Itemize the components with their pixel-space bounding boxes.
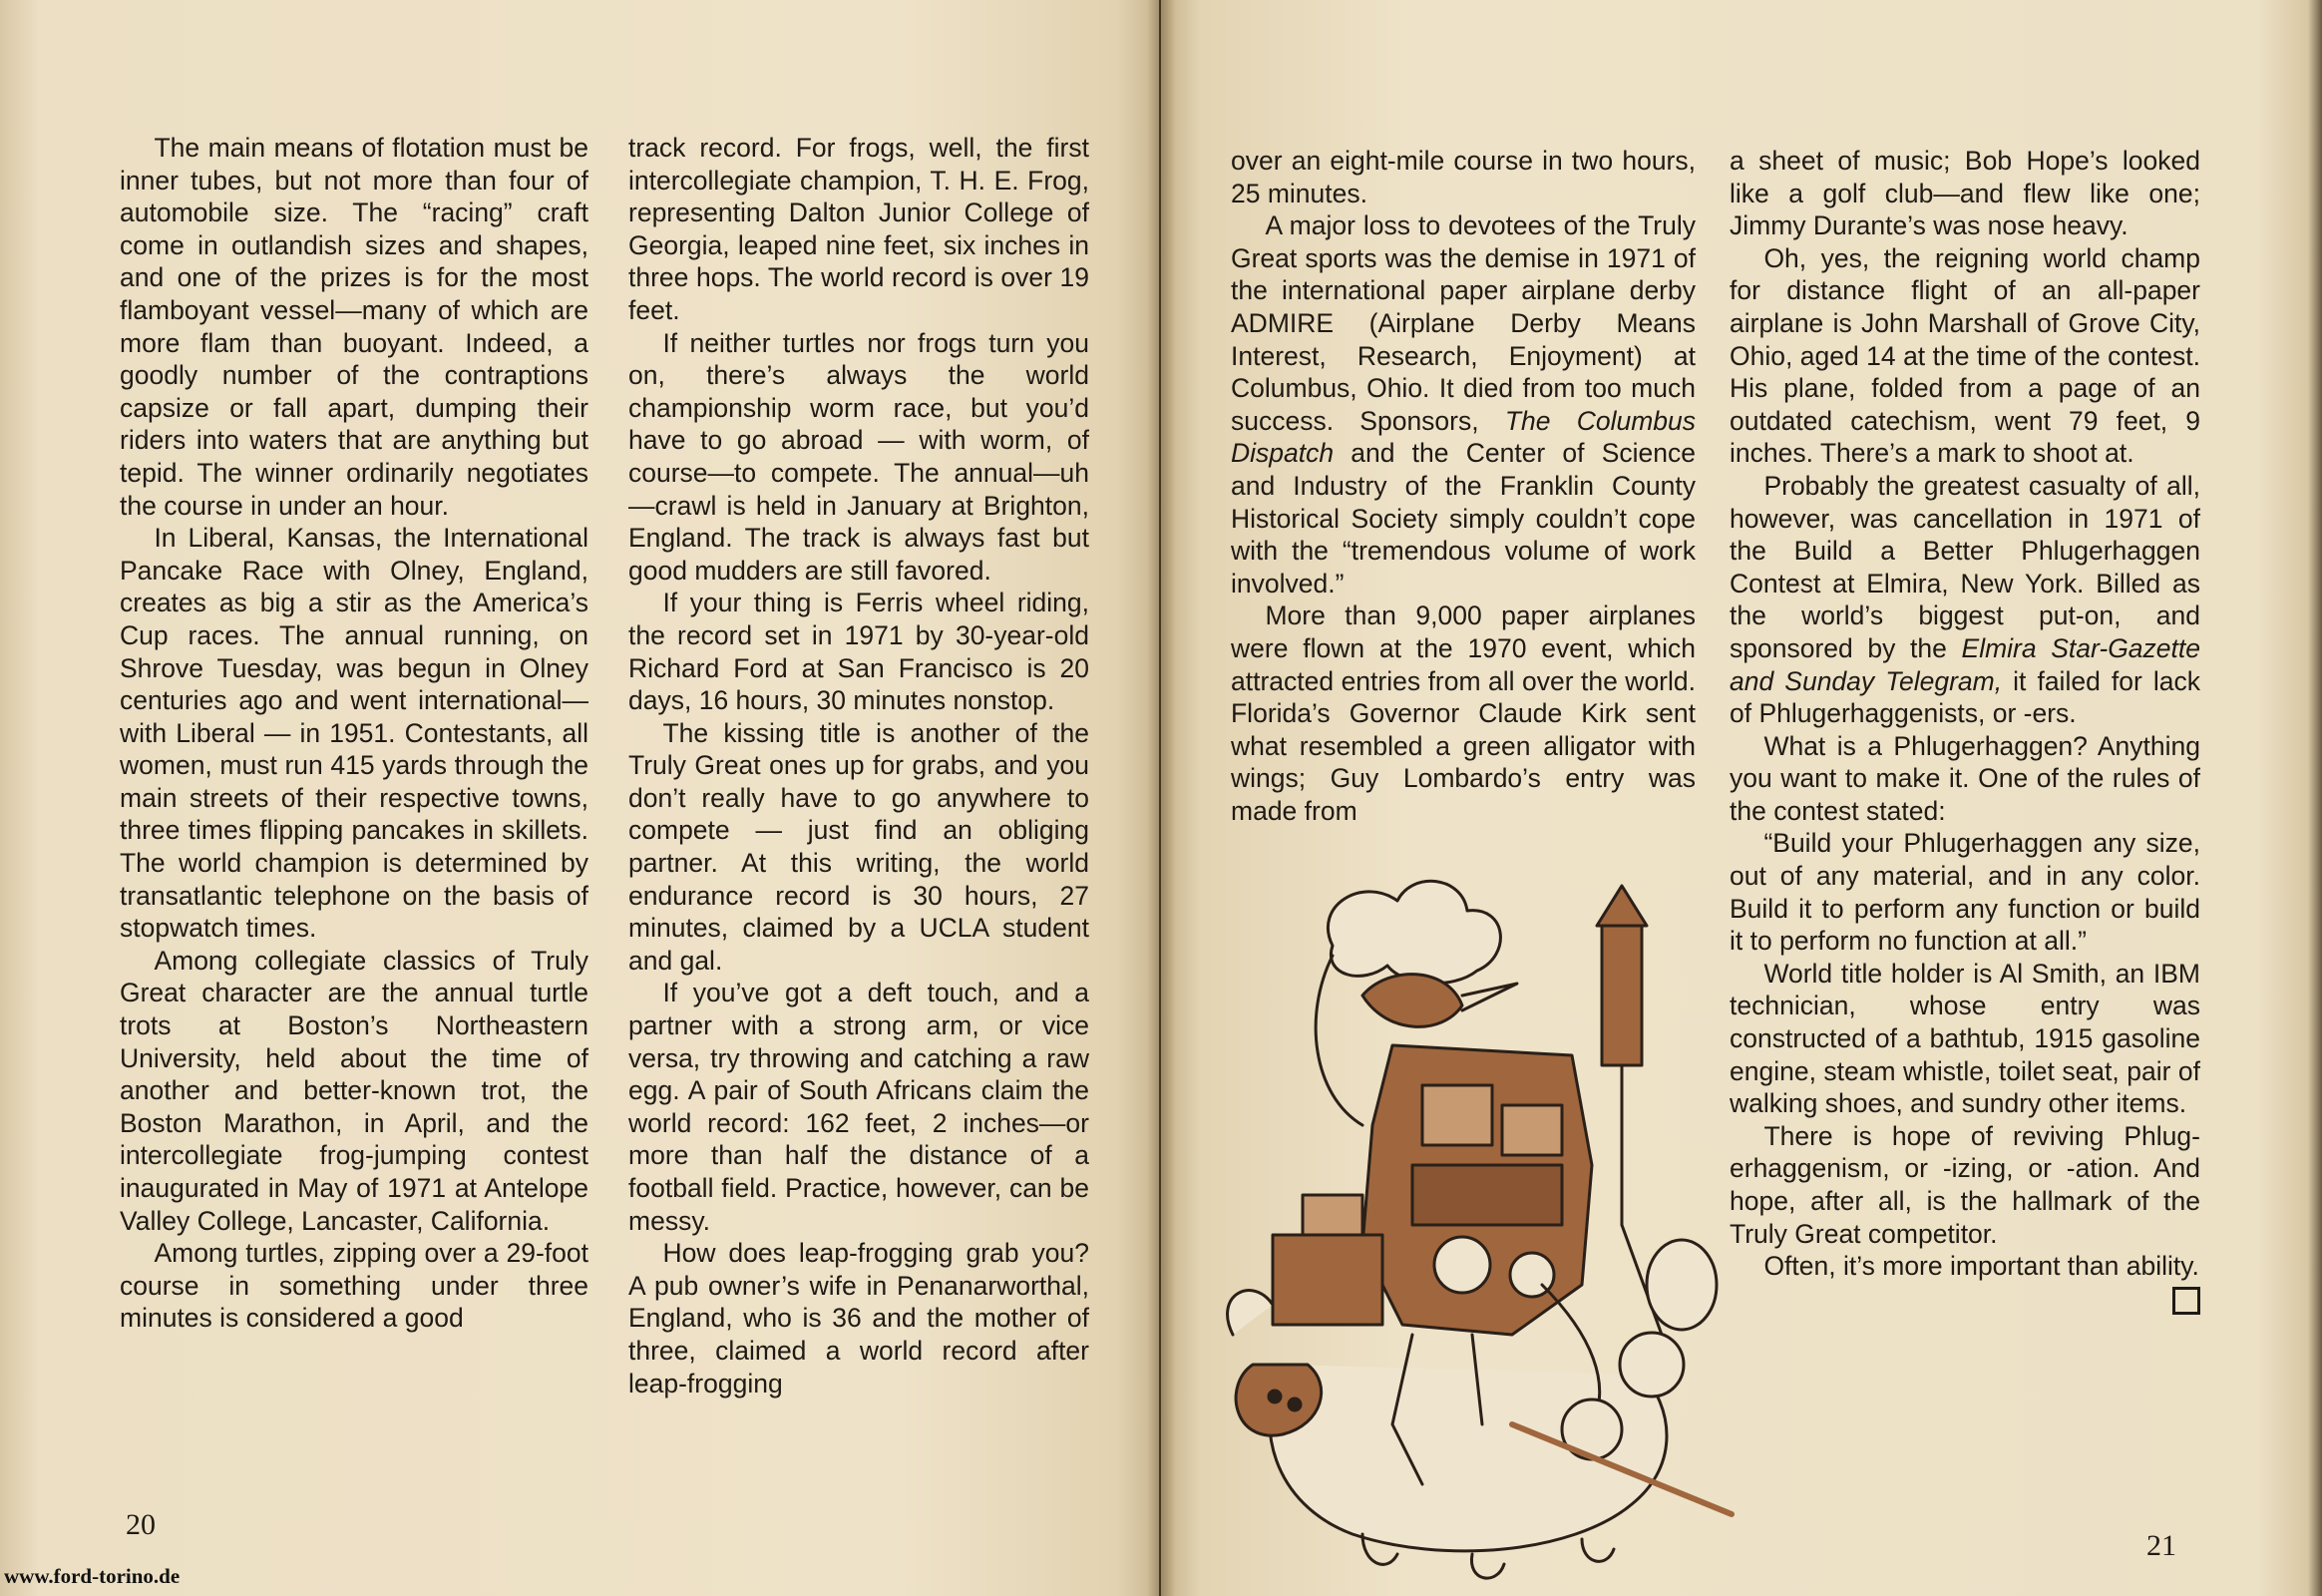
text-run: Often, it’s more important than ability.: [1763, 1251, 2199, 1282]
left-column-2: [628, 132, 1089, 1399]
paragraph: What is a Phlugerhaggen? Anything you want to make it. One of the rules of the contest stated:: [1730, 730, 2200, 826]
paragraph: If your thing is Ferris wheel riding, the record set in 1971 by 30-year-old Richard Ford at San Francisco is 20 days, 16 hours, 30 minutes nonstop.: [628, 588, 1089, 716]
paragraph: Oh, yes, the reigning world champ for distance flight of an all-paper airplane is John Marshall of Grove City, Ohio, aged 14 at the time of the contest. His plane, folded from a page of an outdated catechism, went 79 feet, 9 inches. There’s a mark to shoot at.: [1730, 242, 2200, 469]
watermark: www.ford-torino.de: [4, 1564, 181, 1588]
paragraph: The kissing title is another of the Truly Great ones up for grabs, and you don’t really have to go anywhere to compete — just find an obliging partner. At this writing, the world endurance record is 30 hours, 27 minutes, claimed by a UCLA student and gal.: [628, 717, 1089, 976]
right-page: [1161, 0, 2322, 1596]
phlugerhaggen-illustration: [1213, 866, 1751, 1589]
publication-title: The Columbus Dispatch: [1231, 405, 1696, 469]
page-number-left: 20: [126, 1508, 156, 1541]
right-column-1: [1231, 145, 1696, 827]
paragraph: More than 9,000 paper airplanes were flown at the 1970 event, which attracted entries from all over the world. Florida’s Governor Claude Kirk sent what resembled a green alligator with wings; Guy Lombardo’s entry was made from: [1231, 600, 1696, 826]
paragraph-continued: over an eight-mile course in two hours, 25 minutes.: [1231, 146, 1696, 208]
paragraph: World title holder is Al Smith, an IBM technician, whose entry was constructed of a bathtub, 1915 gasoline engine, steam whistle, toilet seat, pair of walking shoes, and sundry other items.: [1730, 958, 2200, 1119]
paragraph-continued: a sheet of music; Bob Hope’s looked like a golf club—and flew like one; Jimmy Durante’s was nose heavy.: [1730, 146, 2200, 241]
paragraph: [1231, 209, 1696, 599]
paragraph: Among collegiate classics of Truly Great character are the annual turtle trots at Boston’s Northeastern University, held about the time of another and better-known trot, the Boston Marathon, in April, and the intercollegiate frog-jumping contest inaugurated in May of 1971 at Antelope Valley College, Lancaster, California.: [120, 945, 588, 1236]
end-mark-icon: [2172, 1287, 2200, 1315]
text-run: it failed for lack of Phlugerhaggenists, or -ers.: [1730, 665, 2200, 729]
left-page: [0, 0, 1159, 1596]
paragraph: If neither turtles nor frogs turn you on, there’s always the world championship worm race, but you’d have to go abroad — with worm, of course—to compete. The annual—uh—crawl is held in January at Brighton, England. The track is always fast but good mudders are still favored.: [628, 327, 1089, 586]
text-run: Probably the greatest casualty of all, however, was cancellation in 1971 of the Build a Better Phlugerhaggen Contest at Elmira, New York. Billed as the world’s biggest put-on, and sponsored by the: [1730, 470, 2200, 663]
text-run: and the Center of Science and Industry of the Franklin County Historical Society simply couldn’t cope with the “tremendous volume of work involved.”: [1231, 438, 1696, 598]
paragraph: [1730, 1250, 2200, 1283]
paragraph: In Liberal, Kansas, the International Pancake Race with Olney, England, creates as big a stir as the America’s Cup races. The annual running, on Shrove Tuesday, was begun in Olney centuries ago and went international—with Liberal — in 1951. Contestants, all women, must run 415 yards through the main streets of their respective towns, three times flipping pancakes in skillets. The world champion is determined by transatlantic telephone on the basis of stopwatch times.: [120, 523, 588, 944]
right-column-2: [1730, 145, 2200, 1315]
text-run: A major loss to devotees of the Truly Great sports was the demise in 1971 of the international paper airplane derby ADMIRE (Airplane Derby Means Interest, Research, Enjoyment) at Columbus, Ohio. It died from too much success. Sponsors,: [1231, 210, 1696, 436]
page-number-right: 21: [2146, 1529, 2176, 1562]
publication-title: Elmira Star-Gazette and Sunday Telegram,: [1730, 632, 2200, 696]
paragraph: How does leap-frogging grab you? A pub owner’s wife in Penanarworthal, England, who is 36 and the mother of three, claimed a world record after leap-frogging: [628, 1238, 1089, 1398]
paragraph: Among turtles, zipping over a 29-foot course in something under three minutes is considered a good: [120, 1238, 588, 1334]
paragraph: The main means of flotation must be inner tubes, but not more than four of automobile size. The “racing” craft come in outlandish sizes and shapes, and one of the prizes is for the most flamboyant vessel—many of which are more flam than buoyant. Indeed, a goodly number of the contraptions capsize or fall apart, dumping their riders into waters that are anything but tepid. The winner ordinarily negotiates the course in under an hour.: [120, 133, 588, 521]
paragraph-continued: track record. For frogs, well, the first intercollegiate champion, T. H. E. Frog, representing Dalton Junior College of Georgia, leaped nine feet, six inches in three hops. The world record is over 19 feet.: [628, 133, 1089, 325]
paragraph: If you’ve got a deft touch, and a partner with a strong arm, or vice versa, try throwing and catching a raw egg. A pair of South Africans claim the world record: 162 feet, 2 inches—or more than half the distance of a football field. Practice, however, can be messy.: [628, 978, 1089, 1236]
paragraph: [1730, 470, 2200, 730]
quote-paragraph: “Build your Phlugerhaggen any size, out of any material, and in any color. Build it to perform any function or build it to perform no function at all.”: [1730, 828, 2200, 957]
book-gutter: [1147, 0, 1175, 1596]
left-column-1: [120, 132, 588, 1335]
paragraph: There is hope of reviving Phlugerhaggenism, or -izing, or -ation. And hope, after all, is the hallmark of the Truly Great competitor.: [1730, 1120, 2200, 1249]
